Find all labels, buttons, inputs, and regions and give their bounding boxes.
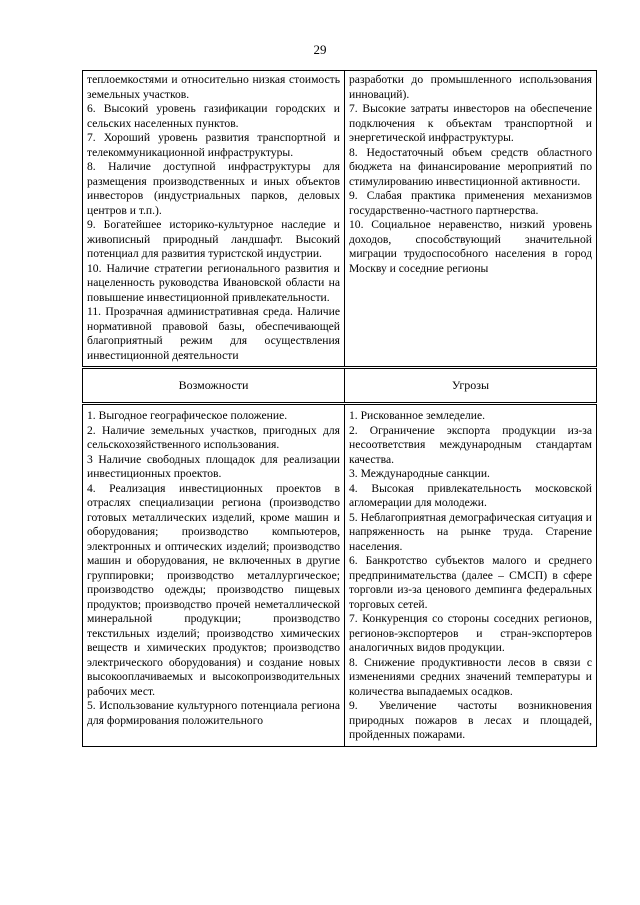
list-item: 6. Банкротство субъектов малого и среднего предпринимательства (далее – СМСП) в сфере торговли из-за ценового демпинга федеральных торговых сетей. — [349, 554, 592, 611]
list-item: 1. Выгодное географическое положение. — [87, 409, 288, 422]
list-item: 8. Недостаточный объем средств областного бюджета на финансирование мероприятий по стимулированию инвестиционной активности. — [349, 145, 592, 188]
list-item: 8. Снижение продуктивности лесов в связи с изменениями средних значений температуры и количества выпадаемых осадков. — [349, 655, 592, 698]
weaknesses-cell — [345, 71, 597, 368]
opportunities-header: Возможности — [83, 368, 345, 404]
list-item: 5. Использование культурного потенциала региона для формирования положительного — [87, 699, 340, 727]
list-item: 7. Хороший уровень развития транспортной и телекоммуникационной инфраструктуры. — [87, 131, 340, 159]
opportunities-cell — [83, 404, 345, 747]
list-item: 11. Прозрачная административная среда. Наличие нормативной правовой базы, обеспечивающей благоприятный режим для осуществления инвестиционной деятельности — [87, 305, 340, 362]
list-item: 10. Социальное неравенство, низкий уровень доходов, способствующий значительной миграции трудоспособного населения в город Москву и соседние регионы — [349, 218, 592, 275]
list-item: 3. Международные санкции. — [349, 467, 490, 480]
list-item: 8. Наличие доступной инфраструктуры для размещения производственных и иных объектов инвесторов (индустриальных парков, деловых центров и т.п.). — [87, 160, 340, 217]
threats-cell — [345, 404, 597, 747]
list-item: разработки до промышленного использования инноваций). — [349, 73, 592, 101]
threats-header: Угрозы — [345, 368, 597, 404]
list-item: 7. Высокие затраты инвесторов на обеспечение подключения к объектам транспортной и энергетической инфраструктуры. — [349, 102, 592, 144]
list-item: 10. Наличие стратегии регионального развития и нацеленность руководства Ивановской области на повышение инвестиционной привлекательности. — [87, 261, 340, 304]
opportunities-threats-row — [83, 404, 597, 747]
list-item: 9. Богатейшее историко-культурное наследие и живописный природный ландшафт. Высокий потенциал для развития туристской индустрии. — [87, 218, 340, 260]
page-number: 29 — [313, 42, 327, 57]
list-item: 7. Конкуренция со стороны соседних регионов, регионов-экспортеров и стран-экспортеров аналогичных видов продукции. — [349, 612, 592, 654]
list-item: 2. Наличие земельных участков, пригодных для сельскохозяйственного использования. — [87, 423, 340, 451]
list-item: 3 Наличие свободных площадок для реализации инвестиционных проектов. — [87, 452, 340, 480]
swot-table — [82, 70, 597, 747]
list-item: 9. Увеличение частоты возникновения природных пожаров в лесах и площадей, пройденных пожарами. — [349, 699, 592, 741]
list-item: 4. Высокая привлекательность московской агломерации для молодежи. — [349, 481, 592, 509]
list-item: 5. Неблагоприятная демографическая ситуация и напряженность на рынке труда. Старение населения. — [349, 510, 592, 553]
list-item: 6. Высокий уровень газификации городских и сельских населенных пунктов. — [87, 102, 340, 130]
list-item: 2. Ограничение экспорта продукции из-за несоответствия международным стандартам качества. — [349, 423, 592, 466]
list-item: теплоемкостями и относительно низкая стоимость земельных участков. — [87, 73, 340, 101]
list-item: 9. Слабая практика применения механизмов государственно-частного партнерства. — [349, 189, 592, 217]
opportunities-threats-header-row — [83, 368, 597, 404]
strengths-weaknesses-row — [83, 71, 597, 368]
strengths-cell — [83, 71, 345, 368]
list-item: 4. Реализация инвестиционных проектов в отраслях специализации региона (производство готовых металлических изделий, кроме машин и оборудования; производство компьютеров, электронных и оптических изделий; производство машин и оборудования, не включенных в другие группировки; производство металлургическое; производство одежды; производство пищевых продуктов; производство прочей неметаллической минеральной продукции; производство текстильных изделий; производство химических веществ и химических продуктов; производство электрического оборудования) и создание новых высокооплачиваемых и высокопроизводительных рабочих мест. — [87, 481, 340, 698]
list-item: 1. Рискованное земледелие. — [349, 409, 486, 422]
